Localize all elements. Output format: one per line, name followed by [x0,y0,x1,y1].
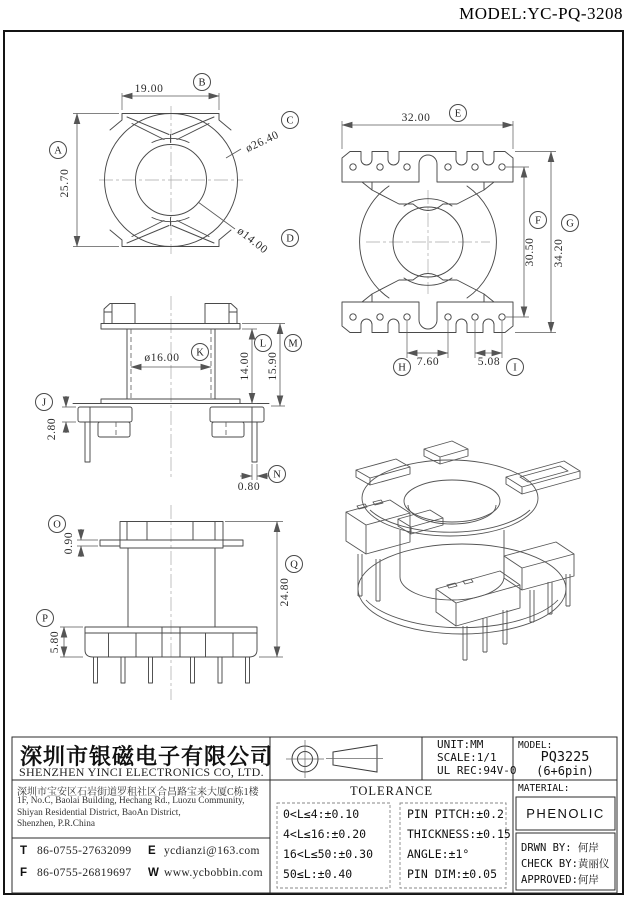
dim-pin-width: 0.80 [237,481,261,493]
email-label: E [148,845,156,857]
material-value: PHENOLIC [526,806,605,821]
dim-top-height: 25.70 [59,168,71,198]
svg-text:Q: Q [290,559,298,571]
svg-text:I: I [513,362,517,374]
dim-lip-thickness: 0.90 [63,531,75,555]
svg-text:P: P [42,613,48,625]
balloon-a [50,142,67,159]
tolerance-thickness: THICKNESS:±0.15 [407,827,511,841]
dimension-base-height [49,627,83,657]
dimension-pin-pitch [475,321,502,368]
balloon-f [530,212,547,229]
drawn-by-field: DRWN BY: 何岸 [521,842,599,854]
tolerance-range-2: 4<L≤16:±0.20 [283,827,367,841]
svg-text:C: C [286,115,294,127]
svg-text:H: H [398,362,406,374]
web-label: W [148,867,159,879]
address-cn: 深圳市宝安区石岩街道罗租社区合昌路宝来大厦C栋1楼 [17,787,259,798]
address-en-line2: Shiyan Residential District, BaoAn District, [17,808,181,818]
balloon-g [562,215,579,232]
tel-label: T [20,845,28,857]
dimension-front-overall [225,522,291,658]
balloon-e [450,105,467,122]
dim-base-width: 32.00 [401,112,431,124]
balloon-d [282,230,299,247]
projection-symbol [286,740,383,778]
balloon-q [286,556,303,573]
unit-field: UNIT:MM [437,738,484,751]
dimension-winding-width [239,329,257,404]
balloon-p [37,610,54,627]
svg-text:B: B [198,77,206,89]
dimension-lip-thickness [63,529,98,557]
svg-text:G: G [566,218,574,230]
dim-front-overall: 24.80 [279,577,291,607]
front-view [49,505,291,700]
fax-label: F [20,867,28,879]
dim-hole-dia: ø14.00 [234,225,270,257]
dim-header-height: 2.80 [46,417,58,441]
company-name-cn: 深圳市银磁电子有限公司 [20,744,274,769]
email-value: ycdianzi@163.com [164,845,260,857]
dim-flange-span: 15.90 [267,351,279,381]
balloon-j [36,394,53,411]
dim-hole-span: 30.50 [524,237,536,267]
dim-group-pitch: 7.60 [416,356,440,368]
address-en-line1: 1F, No.C, Baolai Building, Hechang Rd., Luozu Community, [17,796,245,806]
balloon-l [255,335,272,352]
svg-text:O: O [53,519,61,531]
dimension-hole-dia [198,202,270,256]
dim-top-width: 19.00 [134,83,164,95]
model-pins: (6+6pin) [536,764,594,778]
dimension-base-overall [515,152,565,333]
dim-base-height: 5.80 [49,630,61,654]
balloon-b [194,74,211,91]
model-label: MODEL: [518,740,553,751]
svg-text:A: A [54,145,62,157]
top-view [59,83,281,256]
tolerance-range-4: 50≤L:±0.40 [283,867,353,881]
base-view [342,112,565,368]
svg-text:L: L [259,338,267,350]
tolerance-pin-pitch: PIN PITCH:±0.2 [407,807,504,821]
company-name-en: SHENZHEN YINCI ELECTRONICS CO, LTD. [19,765,264,779]
balloon-c [282,112,299,129]
balloon-h [394,359,411,376]
balloon-i [507,359,524,376]
tel-value: 86-0755-27632099 [37,845,132,857]
tolerance-range-3: 16<L≤50:±0.30 [283,847,374,861]
side-view [46,296,285,493]
svg-text:F: F [535,215,541,227]
front-pins [94,657,250,683]
dim-pin-pitch: 5.08 [477,356,501,368]
dim-barrel-dia: ø16.00 [144,352,180,364]
model-value: PQ3225 [540,749,590,765]
balloon-m [285,335,302,352]
svg-text:E: E [454,108,462,120]
dim-winding-width: 14.00 [239,351,251,381]
balloon-k [192,344,209,361]
address-en-line3: Shenzhen, P.R.China [17,819,95,829]
material-label: MATERIAL: [518,783,570,794]
svg-text:N: N [273,469,281,481]
web-value: www.ycbobbin.com [164,867,263,879]
check-by-field: CHECK BY:黄丽仪 [521,858,610,870]
dimension-hole-span [506,167,536,317]
dimension-base-width [342,112,513,149]
dimension-flange-dia [226,129,281,158]
tolerance-title: TOLERANCE [349,784,434,798]
balloon-o [49,516,66,533]
approved-field: APPROVED:何岸 [521,874,599,886]
dim-base-overall: 34.20 [553,238,565,268]
svg-text:K: K [196,347,204,359]
svg-text:M: M [288,338,298,350]
tolerance-range-1: 0<L≤4:±0.10 [283,807,360,821]
dimension-pin-width [238,464,269,493]
dim-flange-dia: ø26.40 [243,129,281,155]
balloon-n [269,466,286,483]
ul-rec-field: UL REC:94V-0 [437,764,517,777]
svg-text:J: J [41,397,47,409]
scale-field: SCALE:1/1 [437,751,497,764]
tolerance-pin-dim: PIN DIM:±0.05 [407,867,498,881]
svg-text:D: D [286,233,294,245]
dimension-group-pitch [407,321,448,368]
tolerance-angle: ANGLE:±1° [407,847,470,861]
sheet-model-header: MODEL:YC-PQ-3208 [459,4,623,23]
fax-value: 86-0755-26819697 [37,867,132,879]
isometric-view [346,441,580,660]
